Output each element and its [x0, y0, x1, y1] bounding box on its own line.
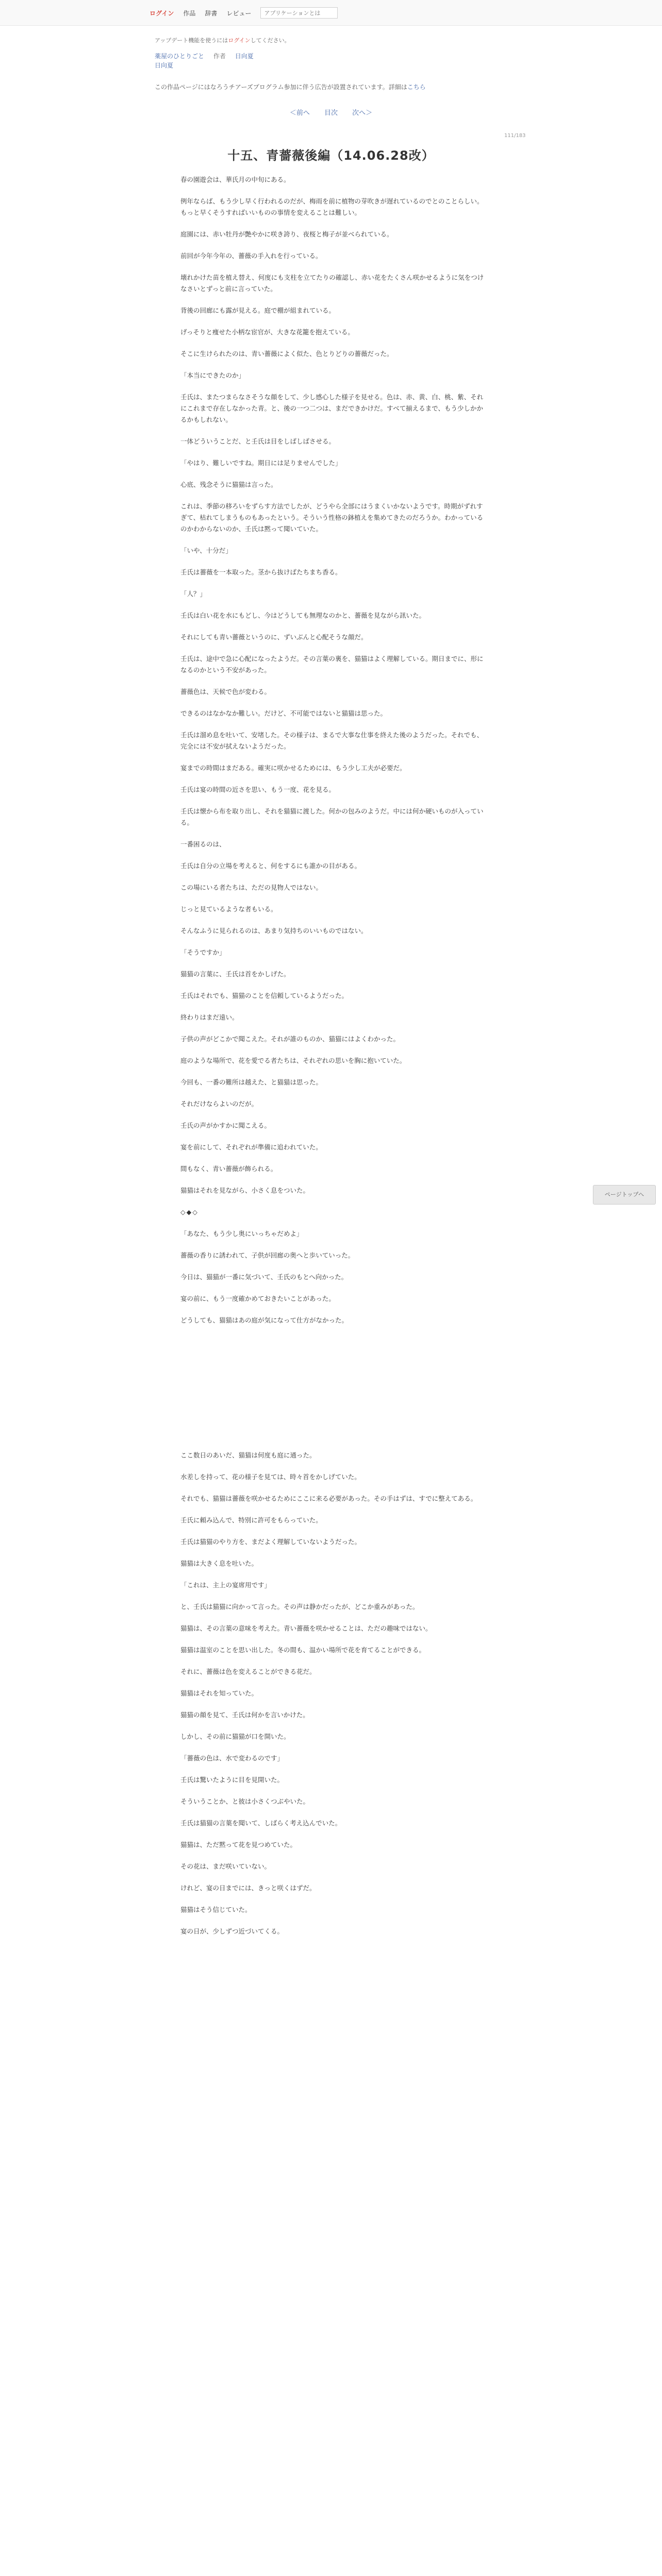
paragraph: 今日は、猫猫が一番に気づいて、壬氏のもとへ向かった。 [180, 1273, 348, 1281]
page-top-button[interactable]: ページトップへ [593, 1185, 656, 1205]
notice-login-link[interactable]: ログイン [228, 37, 251, 44]
paragraph: 終わりはまだ遠い。 [180, 1013, 239, 1021]
toc-link[interactable]: 目次 [324, 109, 338, 117]
paragraph: 壊れかけた苗を植え替え、何度にも支柱を立てたりの確認し、赤い花をたくさん咲かせるように気をつけなさいとずっと前に言っていた。 [180, 274, 484, 293]
search-input[interactable] [260, 7, 338, 19]
paragraph: 壬氏の声がかすかに聞こえる。 [180, 1122, 271, 1129]
paragraph: 壬氏は溜め息を吐いて、安堵した。その様子は、まるで大事な仕事を終えた後のようだった。それでも、完全には不安が拭えないようだった。 [180, 731, 484, 750]
ad-notice-link[interactable]: こちら [407, 83, 426, 91]
chapter-pager [0, 107, 662, 117]
paragraph: そこに生けられたのは、青い薔薇によく似た、色とりどりの薔薇だった。 [180, 350, 393, 358]
paragraph: 薔薇の香りに誘われて、子供が回廊の奥へと歩いていった。 [180, 1251, 355, 1259]
breadcrumb-work[interactable]: 薬屋のひとりごと [155, 53, 205, 60]
paragraph: 猫猫は大きく息を吐いた。 [180, 1560, 258, 1567]
breadcrumb [155, 52, 261, 61]
page-number: 111/183 [504, 133, 526, 139]
paragraph: これは、季節の移ろいをずらす方法でしたが、どうやら全部にはうまくいかないようです。時期がずれすぎて、枯れてしまうものもあったという。そういう性格の鉢植えを集めてきたのだろうか。わかっているのかわからないのか、壬氏は黙って聞いていた。 [180, 502, 484, 533]
ad-notice-text: この作品ページにはなろうチアーズプログラム参加に伴う広告が設置されています。詳細は [155, 83, 407, 91]
breadcrumb-author[interactable]: 日向夏 [235, 53, 254, 60]
paragraph: 背後の回廊にも露が見える。庭で棚が組まれている。 [180, 307, 336, 314]
paragraph: この場にいる者たちは、ただの見物人ではない。 [180, 884, 323, 891]
author-link[interactable]: 日向夏 [155, 62, 174, 69]
paragraph: げっそりと痩せた小柄な宦官が、大きな花籠を抱えている。 [180, 328, 354, 336]
paragraph: 壬氏は薔薇を一本取った。茎から抜けばたちまち香る。 [180, 568, 342, 576]
paragraph: それだけならよいのだが。 [180, 1100, 258, 1108]
login-link[interactable]: ログイン [150, 9, 174, 17]
paragraph: 「やはり、難しいですね。期日には足りませんでした」 [180, 459, 342, 467]
paragraph: 「いや、十分だ」 [180, 547, 232, 554]
paragraph: 春の園遊会は、華氏月の中旬にある。 [180, 176, 290, 183]
paragraph: 猫猫の言葉に、壬氏は首をかしげた。 [180, 970, 290, 978]
paragraph: 猫猫はそれを知っていた。 [180, 1689, 258, 1697]
paragraph: 「そうですか」 [180, 948, 226, 956]
paragraph: 壬氏は自分の立場を考えると、何をするにも誰かの目がある。 [180, 862, 361, 870]
paragraph: 「あなた、もう少し奥にいっちゃだめよ」 [180, 1230, 303, 1238]
chapter-body [180, 174, 485, 1947]
paragraph: じっと見ているような者もいる。 [180, 905, 277, 913]
paragraph: 宴を前にして、それぞれが準備に追われていた。 [180, 1143, 322, 1151]
paragraph: 子供の声がどこかで聞こえた。それが誰のものか、猫猫にはよくわかった。 [180, 1035, 400, 1043]
next-chapter-link[interactable]: 次へ＞ [352, 109, 373, 117]
body-block-2 [180, 1228, 485, 1326]
paragraph: 壬氏は懐から布を取り出し、それを猫猫に渡した。何かの包みのようだ。中には何か硬いものが入っている。 [180, 807, 484, 826]
paragraph: と、壬氏は猫猫に向かって言った。その声は静かだったが、どこか重みがあった。 [180, 1603, 419, 1611]
paragraph: 宴の前に、もう一度確かめておきたいことがあった。 [180, 1295, 335, 1302]
chapter-title: 十五、青薔薇後編（14.06.28改） [227, 148, 435, 163]
paragraph: 猫猫は温室のことを思い出した。冬の間も、温かい場所で花を育てることができる。 [180, 1646, 426, 1654]
paragraph: 水差しを持って、花の様子を見ては、時々首をかしげていた。 [180, 1473, 361, 1481]
paragraph: そんなふうに見られるのは、あまり気持ちのいいものではない。 [180, 927, 368, 935]
nav-works[interactable]: 作品 [183, 9, 196, 17]
paragraph: できるのはなかなか難しい。だけど、不可能ではないと猫猫は思った。 [180, 709, 387, 717]
paragraph: それでも、猫猫は薔薇を咲かせるためにここに来る必要があった。その手はずは、すでに整えてある。 [180, 1495, 477, 1502]
paragraph: それに、薔薇は色を変えることができる花だ。 [180, 1668, 316, 1675]
paragraph: 宴の日が、少しずつ近づいてくる。 [180, 1927, 284, 1935]
paragraph: 庭のような場所で、花を愛でる者たちは、それぞれの思いを胸に抱いていた。 [180, 1057, 406, 1064]
paragraph: 猫猫はそれを見ながら、小さく息をついた。 [180, 1187, 310, 1194]
paragraph: 宴までの時間はまだある。確実に咲かせるためには、もう少し工夫が必要だ。 [180, 764, 406, 772]
top-nav [150, 5, 338, 21]
nav-dictionary[interactable]: 辞書 [205, 9, 218, 17]
paragraph: 「人？」 [180, 590, 207, 598]
login-notice [155, 36, 290, 44]
paragraph: 間もなく、青い薔薇が飾られる。 [180, 1165, 277, 1173]
paragraph: 猫猫はそう信じていた。 [180, 1906, 252, 1913]
prev-chapter-link[interactable]: ＜前へ [289, 109, 310, 117]
paragraph: そういうことか、と彼は小さくつぶやいた。 [180, 1798, 310, 1805]
paragraph: 猫猫は、その言葉の意味を考えた。青い薔薇を咲かせることは、ただの趣味ではない。 [180, 1624, 432, 1632]
paragraph: 「薔薇の色は、水で変わるのです」 [180, 1754, 284, 1762]
body-block-1 [180, 174, 485, 1196]
notice-tail: してください。 [250, 37, 290, 44]
paragraph: 壬氏は宴の時間の近さを思い、もう一度、花を見る。 [180, 786, 336, 793]
paragraph: 一番困るのは、 [180, 840, 226, 848]
top-nav-bar [0, 0, 662, 26]
paragraph: ここ数日のあいだ、猫猫は何度も庭に通った。 [180, 1451, 316, 1459]
paragraph: 壬氏はそれでも、猫猫のことを信頼しているようだった。 [180, 992, 349, 999]
paragraph: 壬氏は猫猫のやり方を、まだよく理解していないようだった。 [180, 1538, 361, 1546]
paragraph: 壬氏は猫猫の言葉を聞いて、しばらく考え込んでいた。 [180, 1819, 342, 1827]
paragraph: 例年ならば、もう少し早く行われるのだが、梅雨を前に植物の芽吹きが遅れているのでとのことらしい。もっと早くそうすればいいものの事情を変えることは難しい。 [180, 197, 484, 216]
paragraph: 壬氏は、またつまらなさそうな顔をして、少し感心した様子を見せる。色は、赤、黄、白、桃、紫、それにこれまで存在しなかった青。と、後の一つ二つは、まだできかけだ。すべて揃えるまで、もう少しかかるかもしれない。 [180, 393, 484, 423]
paragraph: 庭園には、赤い牡丹が艶やかに咲き誇り、夜桜と梅子が並べられている。 [180, 230, 393, 238]
paragraph: 心底、残念そうに猫猫は言った。 [180, 481, 277, 488]
paragraph: どうしても、猫猫はあの庭が気になって仕方がなかった。 [180, 1316, 349, 1324]
paragraph: それにしても青い薔薇というのに、ずいぶんと心配そうな顔だ。 [180, 633, 368, 641]
paragraph: しかし、その前に猫猫が口を開いた。 [180, 1733, 290, 1740]
scene-break: ◇◆◇ [180, 1208, 198, 1216]
paragraph: 壬氏は白い花を水にもどし、今はどうしても無理なのかと、薔薇を見ながら訊いた。 [180, 612, 426, 619]
paragraph: けれど、宴の日までには、きっと咲くはずだ。 [180, 1884, 316, 1892]
blank-gap [180, 1336, 485, 1450]
paragraph: 猫猫の顔を見て、壬氏は何かを言いかけた。 [180, 1711, 309, 1719]
notice-text: アップデート機能を使うには [155, 37, 228, 44]
paragraph: 「本当にできたのか」 [180, 371, 245, 379]
paragraph: 壬氏に頼み込んで、特別に許可をもらっていた。 [180, 1516, 322, 1524]
paragraph: 一体どういうことだ、と壬氏は目をしばしばさせる。 [180, 437, 336, 445]
nav-reviews[interactable]: レビュー [226, 9, 252, 17]
paragraph: 「これは、主上の宴席用です」 [180, 1581, 271, 1589]
paragraph: 薔薇色は、天候で色が変わる。 [180, 688, 271, 696]
ad-notice [155, 82, 426, 91]
paragraph: その花は、まだ咲いていない。 [180, 1862, 271, 1870]
paragraph: 前回が今年今年の、薔薇の手入れを行っている。 [180, 252, 322, 260]
breadcrumb-label: 作者 [213, 53, 226, 60]
paragraph: 猫猫は、ただ黙って花を見つめていた。 [180, 1841, 297, 1849]
paragraph: 今回も、一番の難所は越えた、と猫猫は思った。 [180, 1078, 323, 1086]
paragraph: 壬氏は驚いたように目を見開いた。 [180, 1776, 284, 1784]
paragraph: 壬氏は、途中で急に心配になったようだ。その言葉の裏を、猫猫はよく理解している。期日までに、形になるのかという不安があった。 [180, 655, 484, 674]
body-block-3 [180, 1450, 485, 1937]
